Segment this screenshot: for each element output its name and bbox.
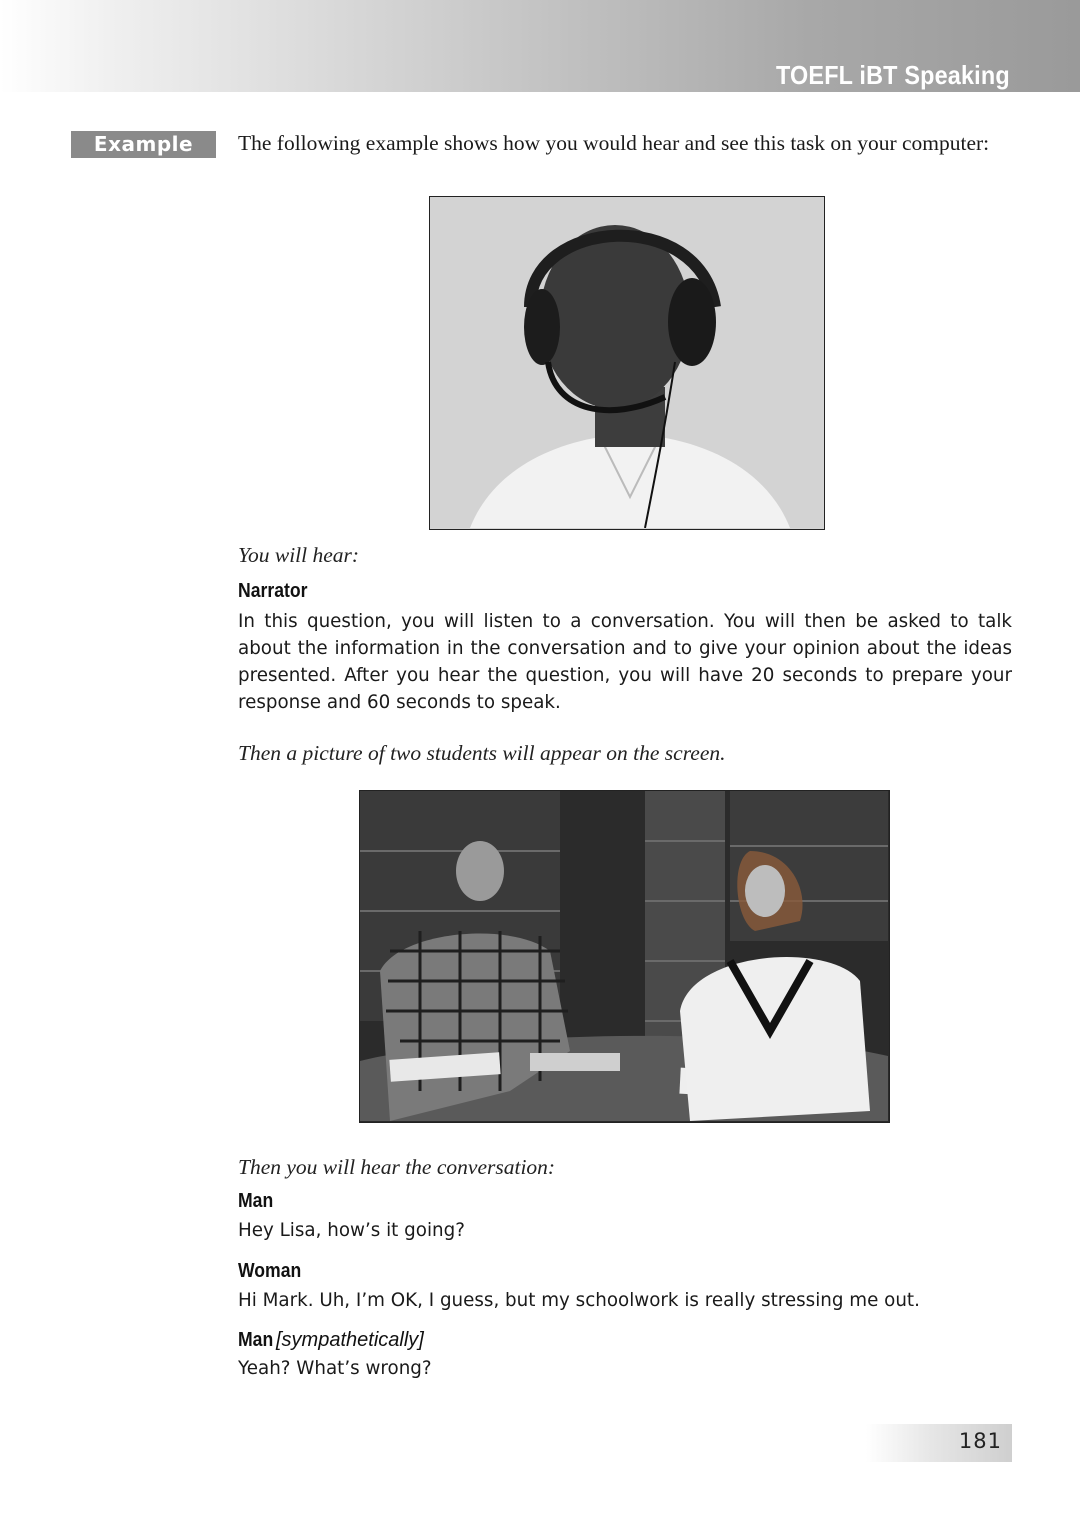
speaker-narrator: Narrator xyxy=(238,580,308,602)
cue-you-will-hear: You will hear: xyxy=(238,543,360,567)
running-header-title: TOEFL iBT Speaking xyxy=(776,60,1010,90)
page-number-tab xyxy=(866,1424,1012,1462)
speaker-man: Man xyxy=(238,1190,274,1212)
dialogue-line: Hey Lisa, how’s it going? xyxy=(238,1220,465,1241)
speaker-man-with-note xyxy=(238,1329,424,1352)
speaker-man: Man xyxy=(238,1329,274,1351)
cue-conversation: Then you will hear the conversation: xyxy=(238,1155,556,1179)
narrator-text: In this question, you will listen to a conversation. You will then be asked to talk about the information in the conversation and to give your opinion about the ideas presented. After you hear the question, you will have 20 seconds to prepare your response and 60 seconds to speak. xyxy=(238,611,1012,713)
page-number: 181 xyxy=(958,1429,1002,1453)
photo-two-students-library xyxy=(359,790,890,1123)
dialogue-line: Hi Mark. Uh, I’m OK, I guess, but my schoolwork is really stressing me out. xyxy=(238,1290,920,1311)
intro-text: The following example shows how you would hear and see this task on your computer: xyxy=(238,131,990,155)
example-label: Example xyxy=(71,131,216,158)
stage-direction: [sympathetically] xyxy=(276,1329,424,1351)
speaker-woman: Woman xyxy=(238,1260,302,1282)
cue-picture: Then a picture of two students will appear on the screen. xyxy=(238,741,726,765)
photo-student-headset xyxy=(429,196,825,530)
dialogue-line: Yeah? What’s wrong? xyxy=(238,1358,432,1379)
